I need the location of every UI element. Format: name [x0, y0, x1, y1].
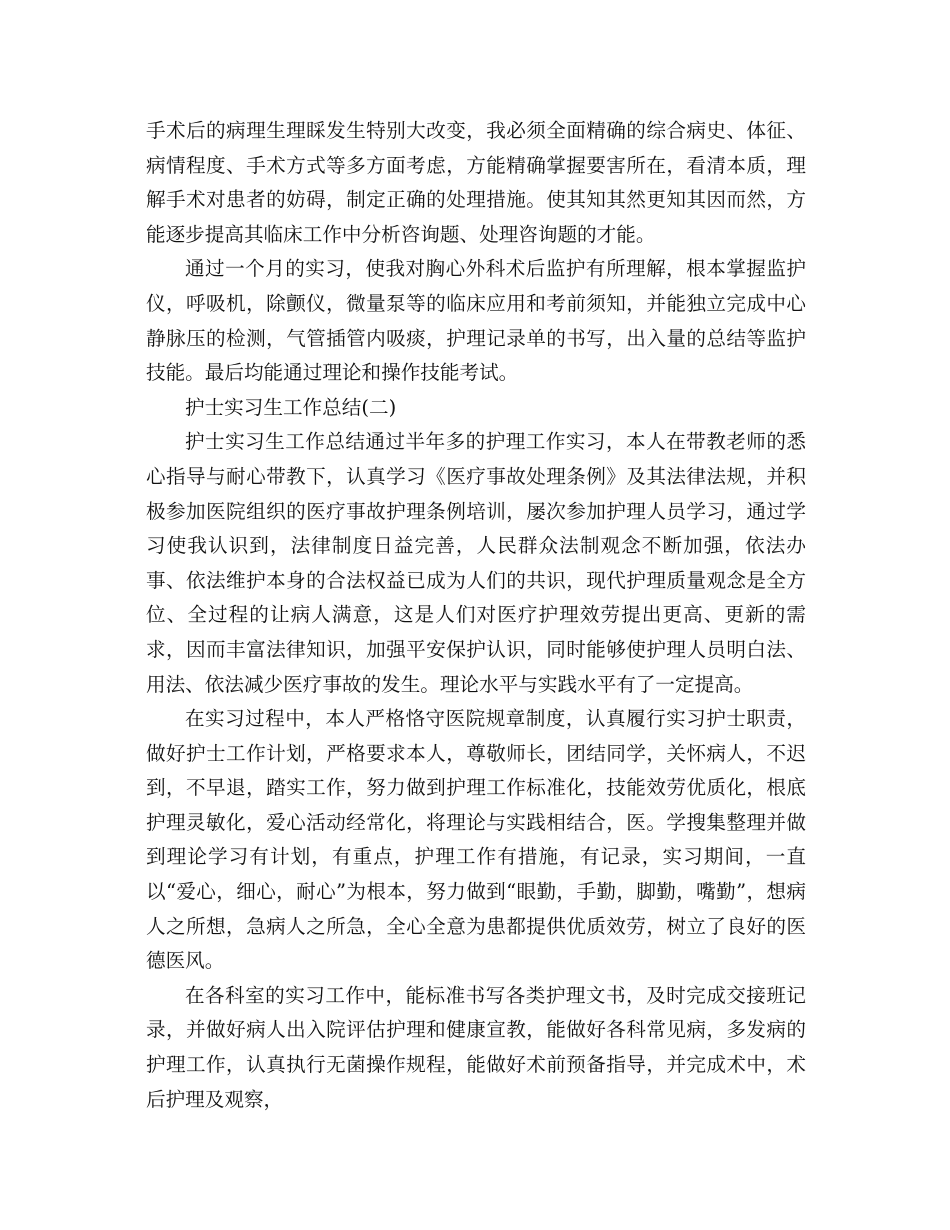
document-body [146, 114, 806, 1117]
paragraph-4: 在实习过程中，本人严格恪守医院规章制度，认真履行实习护士职责，做好护士工作计划，严格要求本人，尊敬师长，团结同学，关怀病人，不迟到，不早退，踏实工作，努力做到护理工作标准化，技能效劳优质化，根底护理灵敏化，爱心活动经常化，将理论与实践相结合，医。学搜集整理并做到理论学习有计划，有重点，护理工作有措施，有记录，实习期间，一直以“爱心，细心，耐心”为根本，努力做到“眼勤，手勤，脚勤，嘴勤”，想病人之所想，急病人之所急，全心全意为患都提供优质效劳，树立了良好的医德医风。 [146, 707, 806, 973]
paragraph-2: 通过一个月的实习，使我对胸心外科术后监护有所理解，根本掌握监护仪，呼吸机，除颤仪，微量泵等的临床应用和考前须知，并能独立完成中心静脉压的检测，气管插管内吸痰，护理记录单的书写，出入量的总结等监护技能。最后均能通过理论和操作技能考试。 [146, 257, 806, 385]
paragraph-1: 手术后的病理生理睬发生特别大改变，我必须全面精确的综合病史、体征、病情程度、手术方式等多方面考虑，方能精确掌握要害所在，看清本质，理解手术对患者的妨碍，制定正确的处理措施。使其知其然更知其因而然，方能逐步提高其临床工作中分析咨询题、处理咨询题的才能。 [146, 119, 806, 246]
paragraph-5: 在各科室的实习工作中，能标准书写各类护理文书，及时完成交接班记录，并做好病人出入院评估护理和健康宣教，能做好各科常见病，多发病的护理工作，认真执行无菌操作规程，能做好术前预备指导，并完成术中，术后护理及观察， [146, 983, 806, 1111]
paragraph-3: 护士实习生工作总结通过半年多的护理工作实习，本人在带教老师的悉心指导与耐心带教下，认真学习《医疗事故处理条例》及其法律法规，并积极参加医院组织的医疗事故护理条例培训，屡次参加护理人员学习，通过学习使我认识到，法律制度日益完善，人民群众法制观念不断加强，依法办事、依法维护本身的合法权益已成为人们的共识，现代护理质量观念是全方位、全过程的让病人满意，这是人们对医疗护理效劳提出更高、更新的需求，因而丰富法律知识，加强平安保护认识，同时能够使护理人员明白法、用法、依法减少医疗事故的发生。理论水平与实践水平有了一定提高。 [146, 430, 806, 696]
section-heading: 护士实习生工作总结(二) [185, 395, 397, 419]
